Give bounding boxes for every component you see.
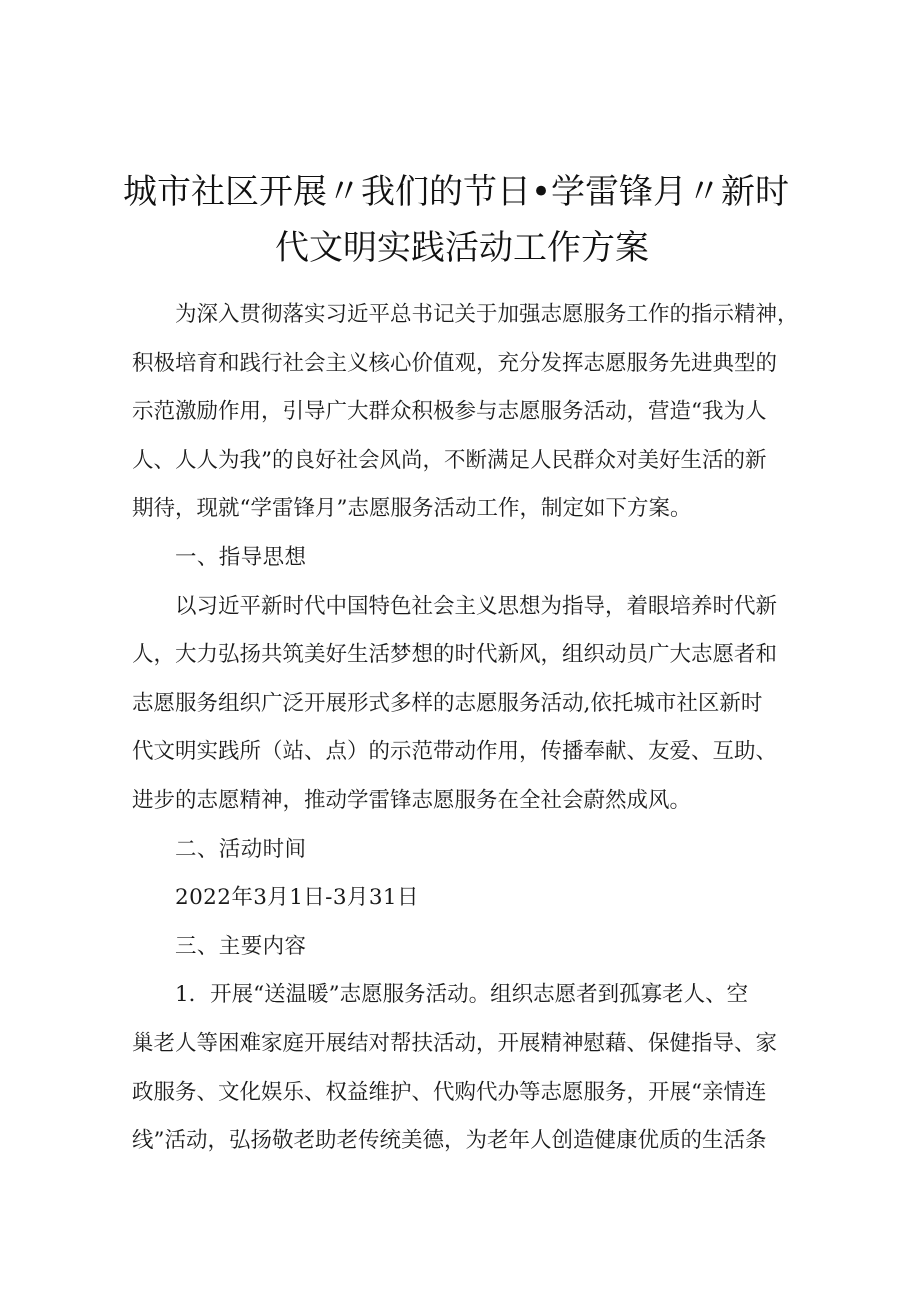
intro-paragraph [132, 291, 799, 534]
paragraph-line: 志愿服务组织广泛开展形式多样的志愿服务活动,依托城市社区新时 [132, 690, 763, 716]
paragraph-line: 1．开展“送温暖”志愿服务活动。组织志愿者到孤寡老人、空 [175, 982, 749, 1008]
paragraph-line: 期待，现就“学雷锋月”志愿服务活动工作，制定如下方案。 [132, 496, 692, 522]
document-title-line-2: 代文明实践活动工作方案 [275, 228, 649, 268]
section-heading-guiding-ideology: 一、指导思想 [175, 544, 307, 570]
section-heading-activity-time: 二、活动时间 [175, 836, 307, 862]
paragraph-line: 政服务、文化娱乐、权益维护、代购代办等志愿服务，开展“亲情连 [132, 1079, 767, 1105]
document-body [132, 291, 799, 1166]
activity-time-value: 2022年3月1日-3月31日 [175, 885, 419, 911]
document-title-line-1: 城市社区开展〃我们的节日•学雷锋月〃新时 [122, 172, 790, 212]
guiding-ideology-paragraph [132, 583, 794, 826]
paragraph-line: 进步的志愿精神，推动学雷锋志愿服务在全社会蔚然成风。 [132, 787, 692, 813]
paragraph-line: 人，大力弘扬共筑美好生活梦想的时代新风，组织动员广大志愿者和 [132, 642, 778, 668]
paragraph-line: 为深入贯彻落实习近平总书记关于加强志愿服务工作的指示精神， [175, 302, 799, 327]
paragraph-line: 巢老人等困难家庭开展结对帮扶活动，开展精神慰藉、保健指导、家 [132, 1030, 778, 1056]
main-content-item-1 [132, 971, 794, 1165]
paragraph-line: 线”活动，弘扬敬老助老传统美德，为老年人创造健康优质的生活条 [132, 1128, 767, 1154]
paragraph-line: 代文明实践所（站、点）的示范带动作用，传播奉献、友爱、互助、 [132, 739, 778, 765]
paragraph-line: 人、人人为我”的良好社会风尚，不断满足人民群众对美好生活的新 [132, 447, 767, 473]
paragraph-line: 积极培育和践行社会主义核心价值观，充分发挥志愿服务先进典型的 [132, 350, 778, 376]
paragraph-line: 示范激励作用，引导广大群众积极参与志愿服务活动，营造“我为人 [132, 399, 767, 425]
section-heading-main-content: 三、主要内容 [175, 933, 307, 959]
paragraph-line: 以习近平新时代中国特色社会主义思想为指导，着眼培养时代新 [175, 593, 778, 619]
